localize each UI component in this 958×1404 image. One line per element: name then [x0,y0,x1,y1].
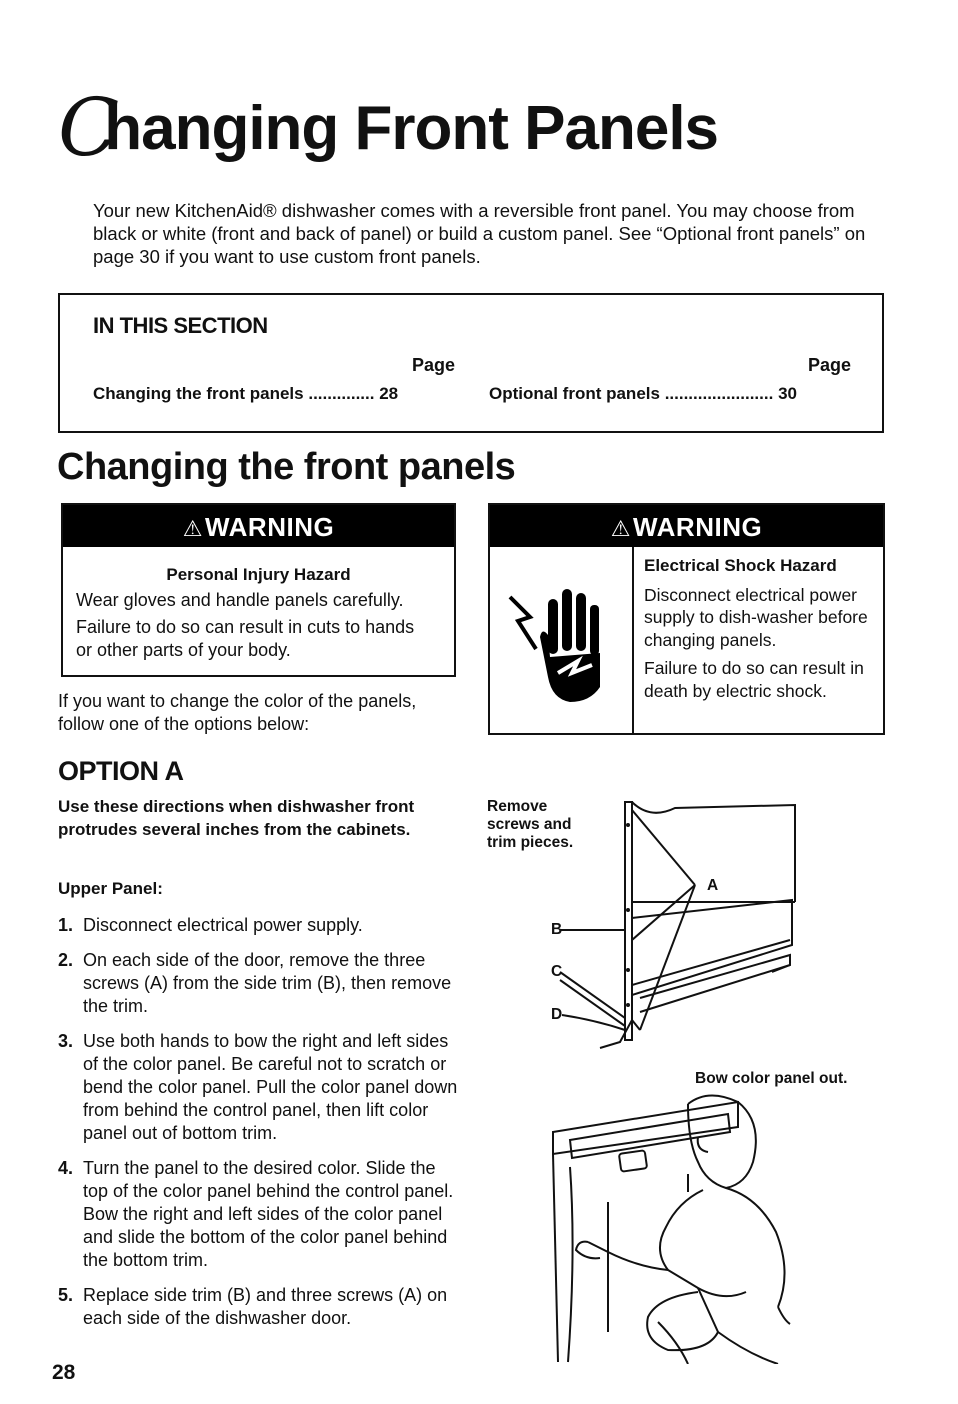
intro-paragraph: Your new KitchenAid® dishwasher comes with a reversible front panel. You may choose from black or white (front and back of panel) or build a custom panel. See “Optional front panels” on page 30 if you want to use custom front panels. [93,200,866,267]
step-number: 1. [58,915,74,935]
bow-panel-illustration [548,1092,808,1364]
hazard-title: Electrical Shock Hazard [644,556,837,575]
section-heading: Changing the front panels [57,446,516,488]
warning-body [490,547,883,733]
upper-panel-subheading: Upper Panel: [58,879,163,898]
toc-page-header: Page [411,355,455,375]
warning-bar [490,505,883,547]
step-text: Disconnect electrical power supply. [83,915,363,935]
diagram-label-b: B [551,921,563,938]
toc-entry-2 [489,355,851,404]
trim-removal-diagram [540,790,820,1060]
diagram-label-a: A [707,877,719,894]
step-item [58,949,458,1018]
toc-dots: .............. [308,384,375,403]
toc-page: 30 [778,384,797,403]
toc-dots: ....................... [664,384,774,403]
title-initial: C [58,81,119,174]
step-item [58,1030,458,1145]
warning-line: Failure to do so can result in death by electric shock. [644,658,864,701]
choose-option-text: If you want to change the color of the panels, follow one of the options below: [58,691,417,734]
step-text: Turn the panel to the desired color. Slide the top of the color panel behind the control panel. Bow the right and left sides of the color panel and slide the bottom of the color panel behind the bottom trim. [83,1158,454,1270]
step-item [58,1157,458,1272]
step-number: 5. [58,1285,74,1305]
toc-label: Changing the front panels [93,384,304,403]
toc-label: Optional front panels [489,384,660,403]
step-number: 4. [58,1158,74,1178]
warning-bar [63,505,454,547]
warning-line: Failure to do so can result in cuts to hands or other parts of your body. [76,617,415,660]
option-a-heading: OPTION A [58,756,184,786]
warning-text [644,555,877,708]
diagram-label-d: D [551,1006,563,1023]
toc-entry-changing[interactable] [93,384,455,404]
toc-entry-optional[interactable] [489,384,851,404]
warning-personal-injury [61,503,456,677]
warning-label: WARNING [205,512,335,542]
warning-triangle-icon: ⚠ [610,516,632,541]
step-item [58,1284,458,1330]
option-a-lead: Use these directions when dishwasher front protrudes several inches from the cabinets. [58,797,415,839]
warning-divider [632,547,634,733]
warning-triangle-icon: ⚠ [182,516,204,541]
toc-entry-1 [93,355,455,404]
hazard-title: Personal Injury Hazard [166,565,351,584]
page-number: 28 [52,1361,76,1384]
warning-label: WARNING [633,512,763,542]
warning-line: Disconnect electrical power supply to dish-washer before changing panels. [644,584,868,650]
step-number: 2. [58,950,74,970]
electric-shock-hand-icon [500,577,620,707]
in-this-section-title: IN THIS SECTION [93,313,268,338]
step-item [58,914,458,937]
in-this-section-box [58,293,884,433]
warning-line: Wear gloves and handle panels carefully. [76,590,404,610]
toc-page-header: Page [807,355,851,375]
steps-list [58,914,458,1342]
warning-electrical-shock [488,503,885,735]
figure-2-caption: Bow color panel out. [695,1070,848,1087]
toc-page: 28 [379,384,399,403]
step-text: Replace side trim (B) and three screws (A) on each side of the dishwasher door. [83,1285,448,1328]
figure-1-caption: Remove screws and trim pieces. [487,798,574,851]
diagram-label-c: C [551,963,563,980]
title-text: hanging Front Panels [104,94,719,163]
step-text: On each side of the door, remove the three screws (A) from the side trim (B), then remove the trim. [83,950,452,1016]
step-number: 3. [58,1031,74,1051]
step-text: Use both hands to bow the right and left sides of the color panel. Be careful not to scratch or bend the color panel. Pull the color panel down from behind the control panel, then lift color panel out of bottom trim. [83,1031,458,1143]
page-title [58,81,719,174]
